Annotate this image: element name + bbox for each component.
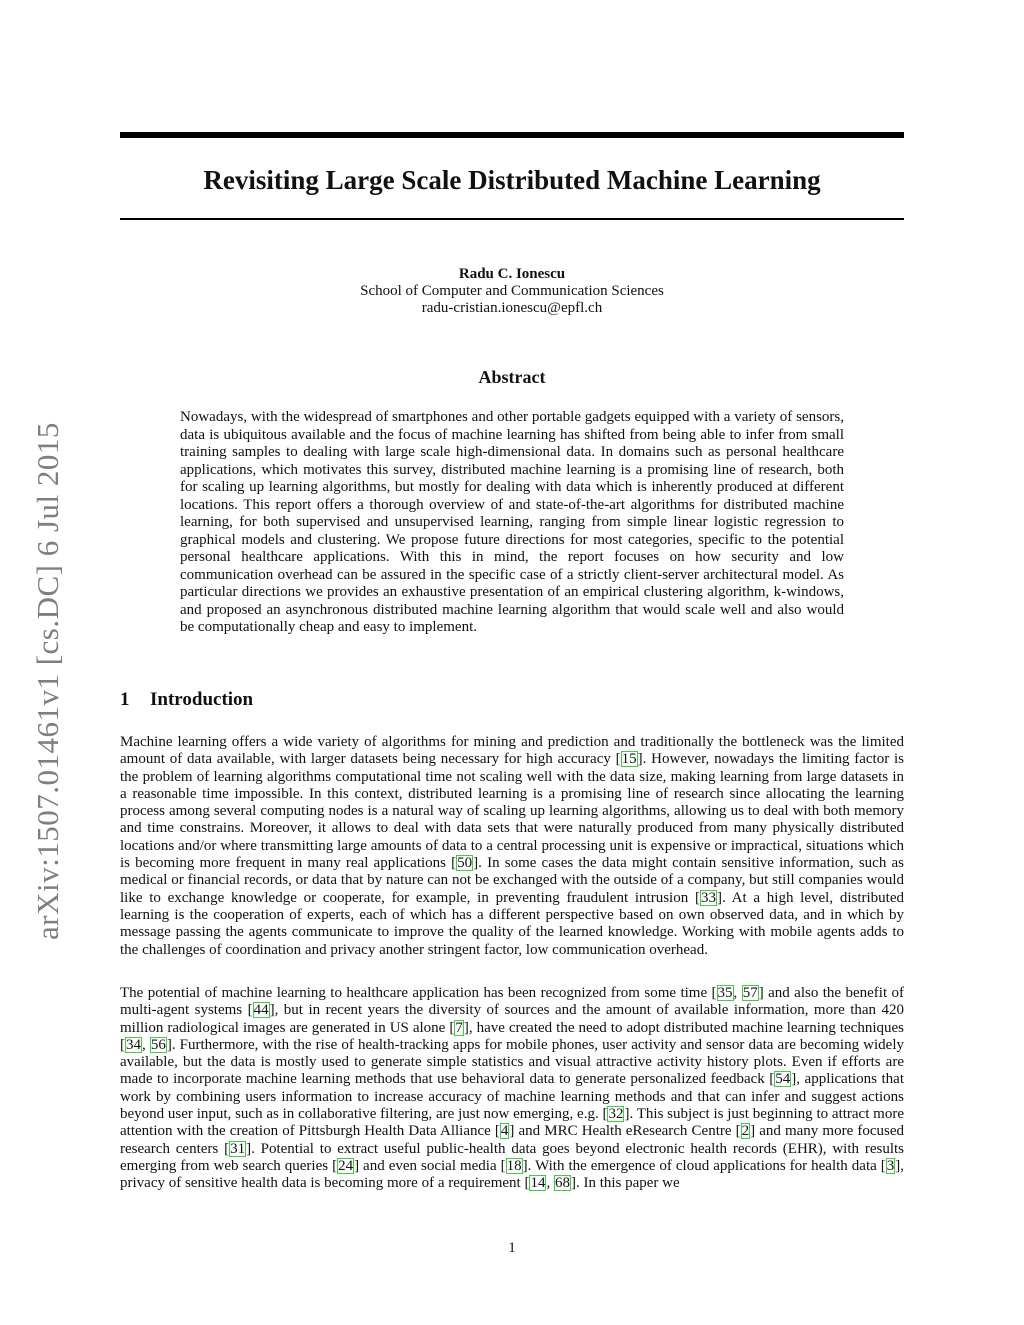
citation-link[interactable]: 35 [717,985,733,1001]
text-run: ], but in recent years the diversity of sources and the amount of available information, more than 420 million radiological images are generated in US alone [ [120,1002,905,1036]
citation-link[interactable]: 54 [775,1071,791,1088]
text-run: ]. Potential to extract useful public-health data goes beyond electronic health records (EHR), with results emerging from web search queries [ [120,1140,905,1174]
text-run: ]. However, nowadays the limiting factor is the problem of learning algorithms computational time not scaling well with the data size, making learning from large datasets in a reasonable time impossible. In this context, distributed learning is a promising line of research since allocating the learning process among several computing nodes is a natural way of scaling up learning algorithms, allowing us to deal with both memory and time constrains. Moreover, it allows to deal with data sets that were naturally produced from many physically distributed locations and/or where transmitting large amounts of data to a central processing unit is expensive or impractical, situations which is becoming more frequent in many real applications [ [120,751,904,872]
citation-link[interactable]: 57 [742,985,758,1001]
abstract-text: Nowadays, with the widespread of smartphones and other portable gadgets equipped with a variety of sensors, data is ubiquitous available and the focus of machine learning has shifted from being able to infer from small training samples to dealing with large scale high-dimensional data. In domains such as personal healthcare applications, which motivates this survey, distributed machine learning is a promising line of research, both for scaling up learning algorithms, but mostly for dealing with data which is inherently produced at different locations. This report offers a thorough overview of and state-of-the-art algorithms for distributed machine learning, for both supervised and unsupervised learning, ranging from simple linear logistic regression to graphical models and clustering. We propose future directions for most categories, specific to the potential personal healthcare applications. With this in mind, the report focuses on how security and low communication overhead can be assured in the specific case of a strictly client-server architectural model. As particular directions we provides an exhaustive presentation of an empirical clustering algorithm, k-windows, and proposed an asynchronous distributed machine learning algorithm that would scale well and also would be computationally cheap and easy to implement. [180,409,844,635]
text-run: ], privacy of sensitive health data is becoming more of a requirement [ [120,1157,905,1192]
section-title: Introduction [150,689,254,710]
citation-link[interactable]: 2 [741,1123,750,1140]
title-bottom-rule [120,218,904,220]
text-run: ]. This subject is just beginning to attract more attention with the creation of Pittsburgh Health Data Alliance [ [120,1106,904,1140]
text-run: , [733,985,742,1001]
section-number: 1 [120,689,130,710]
text-run: ] and even social media [ [354,1157,506,1174]
text-run: , [142,1036,150,1053]
text-run: ] and many more focused research centers [ [120,1123,904,1157]
introduction-paragraph-1 [120,734,904,959]
page-number: 1 [508,1240,516,1256]
text-run: ], applications that work by combining users information to increase accuracy of machine learning methods and that can infer and suggest actions beyond user input, such as in collaborative filtering, are just now emerging, e.g. [ [120,1071,905,1123]
text-run: ] and also the benefit of multi-agent systems [ [120,985,905,1019]
citation-link[interactable]: 14 [530,1175,546,1192]
text-run: The potential of machine learning to healthcare application has been recognized from some time [ [120,985,717,1001]
text-run: ]. In this paper we [570,1175,680,1192]
text-run: ], have created the need to adopt distributed machine learning techniques [ [120,1019,904,1053]
text-run: ]. With the emergence of cloud applications for health data [ [522,1157,886,1174]
citation-link[interactable]: 33 [700,889,716,906]
citation-link[interactable]: 44 [253,1002,269,1019]
citation-link[interactable]: 56 [150,1036,166,1053]
citation-link[interactable]: 68 [554,1175,570,1192]
author-block [120,266,904,317]
section-heading-introduction [120,688,253,712]
author-email: radu-cristian.ionescu@epfl.ch [421,300,603,316]
text-run: ]. In some cases the data might contain sensitive information, such as medical or financial records, or data that by nature can not be exchanged with the outside of a company, but still companies would like to exchange knowledge or cooperate, for example, in preventing fraudulent intrusion [ [120,855,904,906]
introduction-paragraph-2 [120,985,904,1193]
citation-link[interactable]: 4 [500,1123,509,1140]
text-run: Machine learning offers a wide variety of algorithms for mining and prediction and traditionally the bottleneck was the limited amount of data available, with larger datasets being necessary for high accuracy [ [120,734,904,768]
author-affiliation: School of Computer and Communication Sciences [360,283,664,299]
text-run: , [546,1175,554,1192]
text-run: ]. At a high level, distributed learning is the cooperation of experts, each of which has a different perspective based on own observed data, and in which by message passing the agents communicate to improve the quality of the learned knowledge. Working with mobile agents adds to the challenges of coordination and privacy another stringent factor, low communication overhead. [120,889,904,958]
citation-link[interactable]: 50 [457,855,473,872]
citation-link[interactable]: 15 [621,751,637,768]
paper-title: Revisiting Large Scale Distributed Machine Learning [203,165,821,195]
citation-link[interactable]: 3 [886,1157,895,1174]
citation-link[interactable]: 34 [126,1036,141,1053]
citation-link[interactable]: 32 [608,1106,624,1123]
title-top-rule [120,132,904,138]
author-name: Radu C. Ionescu [458,266,566,282]
text-run: ]. Furthermore, with the rise of health-tracking apps for mobile phones, user activity and sensor data are becoming widely available, but the data is mostly used to generate simple statistics and visual attractive activity history plots. Even if efforts are made to incorporate machine learning methods that use behavioral data to generate personalized feedback [ [120,1036,905,1088]
text-run: ] and MRC Health eResearch Centre [ [509,1123,741,1140]
citation-link[interactable]: 24 [338,1157,354,1174]
citation-link[interactable]: 18 [506,1157,522,1174]
abstract-heading: Abstract [478,367,546,387]
citation-link[interactable]: 7 [455,1019,463,1036]
citation-link[interactable]: 31 [230,1140,246,1157]
arxiv-identifier-stamp: arXiv:1507.01461v1 [cs.DC] 6 Jul 2015 [30,422,65,940]
